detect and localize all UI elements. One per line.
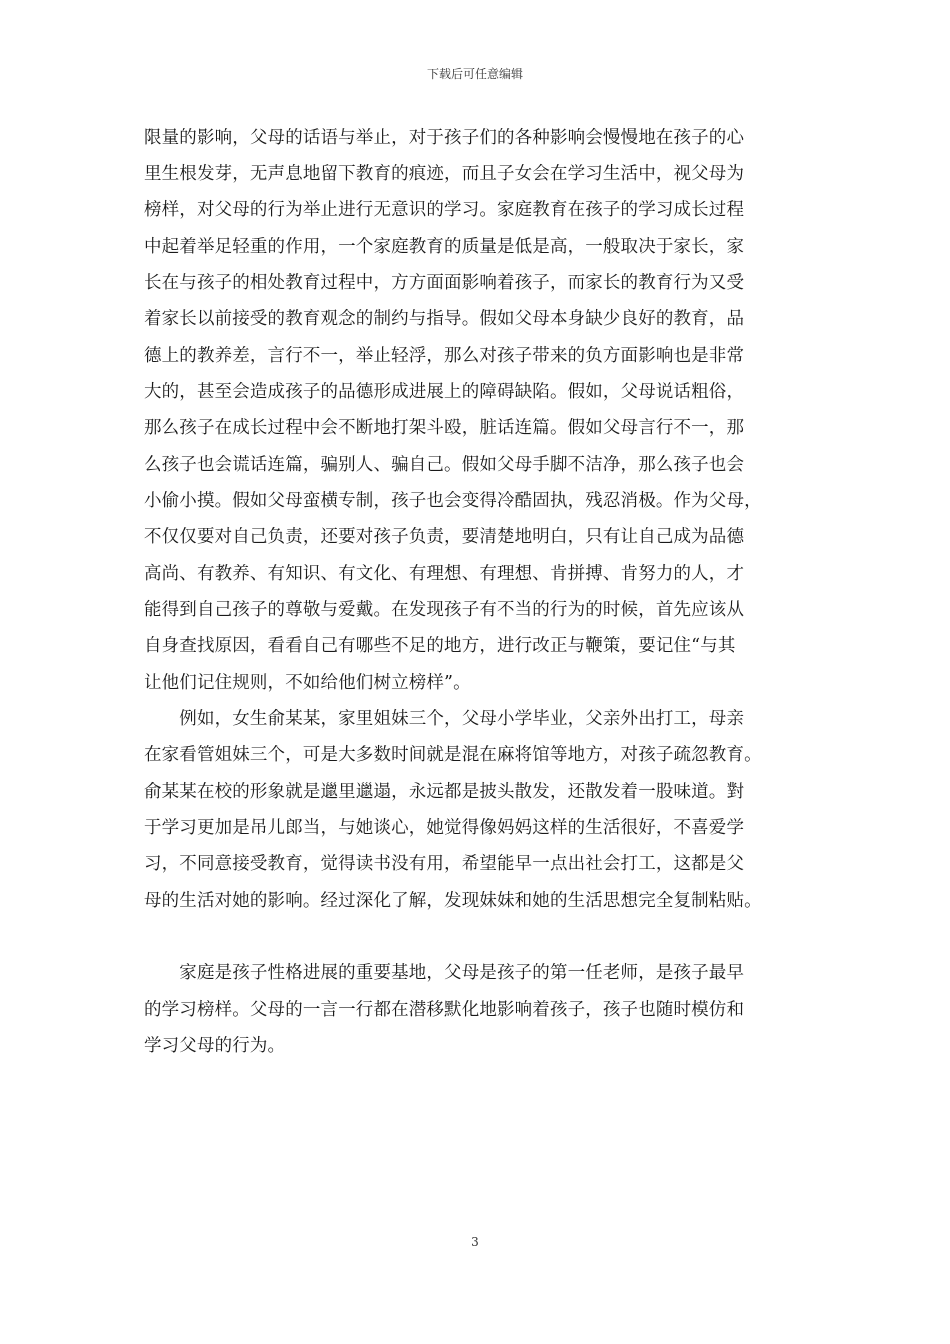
- body-line: 榜样，对父母的行为举止进行无意识的学习。家庭教育在孩子的学习成长过程: [144, 200, 745, 220]
- body-line: 学习父母的行为。: [144, 1036, 286, 1056]
- body-line: 么孩子也会谎话连篇，骗别人、骗自己。假如父母手脚不洁净，那么孩子也会: [144, 455, 745, 475]
- body-line: 不仅仅要对自己负责，还要对孩子负责，要清楚地明白，只有让自己成为品德: [144, 527, 745, 547]
- body-line: 高尚、有教养、有知识、有文化、有理想、有理想、肯拼搏、肯努力的人，才: [144, 564, 745, 584]
- page-header: 下载后可任意编辑: [426, 67, 523, 81]
- body-line: 中起着举足轻重的作用，一个家庭教育的质量是低是高，一般取决于家长，家: [144, 237, 745, 257]
- body-line: 于学习更加是吊儿郎当，与她谈心，她觉得像妈妈这样的生活很好，不喜爱学: [144, 818, 745, 838]
- body-line: 大的，甚至会造成孩子的品德形成进展上的障碍缺陷。假如，父母说话粗俗，: [144, 382, 745, 402]
- body-line: 让他们记住规则，不如给他们树立榜样”。: [144, 673, 471, 693]
- page-number: 3: [471, 1235, 479, 1249]
- body-line: 在家看管姐妹三个，可是大多数时间就是混在麻将馆等地方，对孩子疏忽教育。: [144, 745, 762, 765]
- body-line: 限量的影响，父母的话语与举止，对于孩子们的各种影响会慢慢地在孩子的心: [144, 128, 745, 148]
- body-line: 德上的教养差，言行不一，举止轻浮，那么对孩子带来的负方面影响也是非常: [144, 346, 745, 366]
- body-line: 那么孩子在成长过程中会不断地打架斗殴，脏话连篇。假如父母言行不一，那: [144, 418, 745, 438]
- body-line: 小偷小摸。假如父母蛮横专制，孩子也会变得冷酷固执，残忍消极。作为父母，: [144, 491, 762, 511]
- body-line: 母的生活对她的影响。经过深化了解，发现妹妹和她的生活思想完全复制粘贴。: [144, 891, 762, 911]
- body-line: 里生根发芽，无声息地留下教育的痕迹，而且子女会在学习生活中，视父母为: [144, 164, 745, 184]
- body-line: 习，不同意接受教育，觉得读书没有用，希望能早一点出社会打工，这都是父: [144, 854, 745, 874]
- body-line: 的学习榜样。父母的一言一行都在潜移默化地影响着孩子，孩子也随时模仿和: [144, 1000, 745, 1020]
- body-line: 着家长以前接受的教育观念的制约与指导。假如父母本身缺少良好的教育，品: [144, 309, 745, 329]
- body-line: 长在与孩子的相处教育过程中，方方面面影响着孩子，而家长的教育行为又受: [144, 273, 745, 293]
- body-line: 能得到自己孩子的尊敬与爱戴。在发现孩子有不当的行为的时候，首先应该从: [144, 600, 745, 620]
- body-line: 俞某某在校的形象就是邋里邋遢，永远都是披头散发，还散发着一股味道。對: [144, 782, 745, 802]
- body-line: 例如，女生俞某某，家里姐妹三个，父母小学毕业，父亲外出打工，母亲: [144, 709, 745, 729]
- body-line: 家庭是孩子性格进展的重要基地，父母是孩子的第一任老师，是孩子最早: [144, 963, 745, 983]
- body-line: 自身查找原因，看看自己有哪些不足的地方，进行改正与鞭策，要记住“与其: [144, 636, 736, 656]
